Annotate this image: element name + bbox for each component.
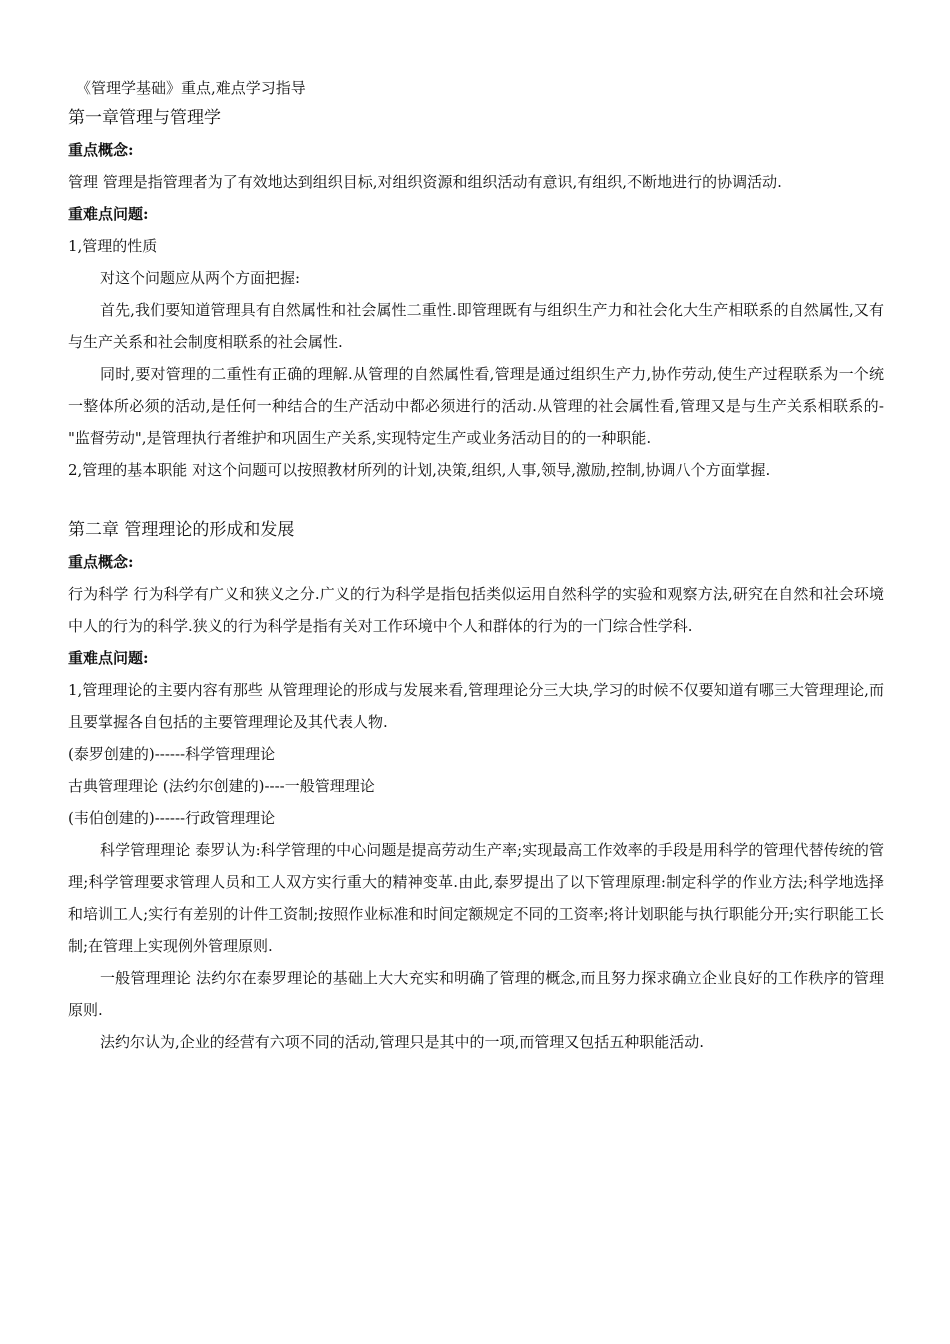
general-management-paragraph: 一般管理理论 法约尔在泰罗理论的基础上大大充实和明确了管理的概念,而且努力探求确立企业良好的工作秩序的管理原则. (68, 969, 884, 1019)
chapter-1-question-1-title: 1,管理的性质 (68, 237, 158, 255)
chapter-1-heading: 第一章管理与管理学 (68, 108, 221, 128)
chapter-1-question-1-para-3: 同时,要对管理的二重性有正确的理解.从管理的自然属性看,管理是通过组织生产力,协作劳动,使生产过程联系为一个统一整体所必须的活动,是任何一种结合的生产活动中都必须进行的活动.从管理的社会属性看,管理又是与生产关系相联系的- "监督劳动",是管理执行者维护和巩固生产关系,实现特定生产或业务活动目的的一种职能. (68, 365, 884, 447)
scientific-management-paragraph: 科学管理理论 泰罗认为:科学管理的中心问题是提高劳动生产率;实现最高工作效率的手段是用科学的管理代替传统的管理;科学管理要求管理人员和工人双方实行重大的精神变革.由此,泰罗提出了以下管理原理:制定科学的作业方法;科学地选择和培训工人;实行有差别的计件工资制;按照作业标准和时间定额规定不同的工资率;将计划职能与执行职能分开;实行职能工长制;在管理上实现例外管理原则. (68, 841, 884, 955)
document-title: 《管理学基础》重点,难点学习指导 (76, 79, 306, 97)
chapter-2-question-1: 1,管理理论的主要内容有那些 从管理理论的形成与发展来看,管理理论分三大块,学习的时候不仅要知道有哪三大管理理论,而且要掌握各自包括的主要管理理论及其代表人物. (68, 681, 884, 731)
chapter-2-definition: 行为科学 行为科学有广义和狭义之分.广义的行为科学是指包括类似运用自然科学的实验和观察方法,研究在自然和社会环境中人的行为的科学.狭义的行为科学是指有关对工作环境中个人和群体的行为的一门综合性学科. (68, 585, 884, 635)
chapter-1-key-concepts-label: 重点概念: (68, 141, 134, 159)
classical-theory-line-2: 古典管理理论 (法约尔创建的)----一般管理理论 (68, 777, 375, 795)
classical-theory-line-1: (泰罗创建的)------科学管理理论 (68, 745, 276, 763)
chapter-1-question-1-para-2: 首先,我们要知道管理具有自然属性和社会属性二重性.即管理既有与组织生产力和社会化大生产相联系的自然属性,又有与生产关系和社会制度相联系的社会属性. (68, 301, 884, 351)
chapter-2-key-issues-label: 重难点问题: (68, 649, 149, 667)
chapter-1-question-1-para-1: 对这个问题应从两个方面把握: (100, 269, 301, 287)
chapter-1-definition: 管理 管理是指管理者为了有效地达到组织目标,对组织资源和组织活动有意识,有组织,不断地进行的协调活动. (68, 173, 782, 191)
chapter-2-heading: 第二章 管理理论的形成和发展 (68, 520, 295, 540)
chapter-1-question-2: 2,管理的基本职能 对这个问题可以按照教材所列的计划,决策,组织,人事,领导,激励,控制,协调八个方面掌握. (68, 461, 771, 479)
document-page (68, 74, 884, 1058)
fayol-paragraph: 法约尔认为,企业的经营有六项不同的活动,管理只是其中的一项,而管理又包括五种职能活动. (100, 1033, 705, 1051)
classical-theory-line-3: (韦伯创建的)------行政管理理论 (68, 809, 276, 827)
chapter-1-key-issues-label: 重难点问题: (68, 205, 149, 223)
chapter-2-key-concepts-label: 重点概念: (68, 553, 134, 571)
section-spacer (68, 486, 884, 514)
